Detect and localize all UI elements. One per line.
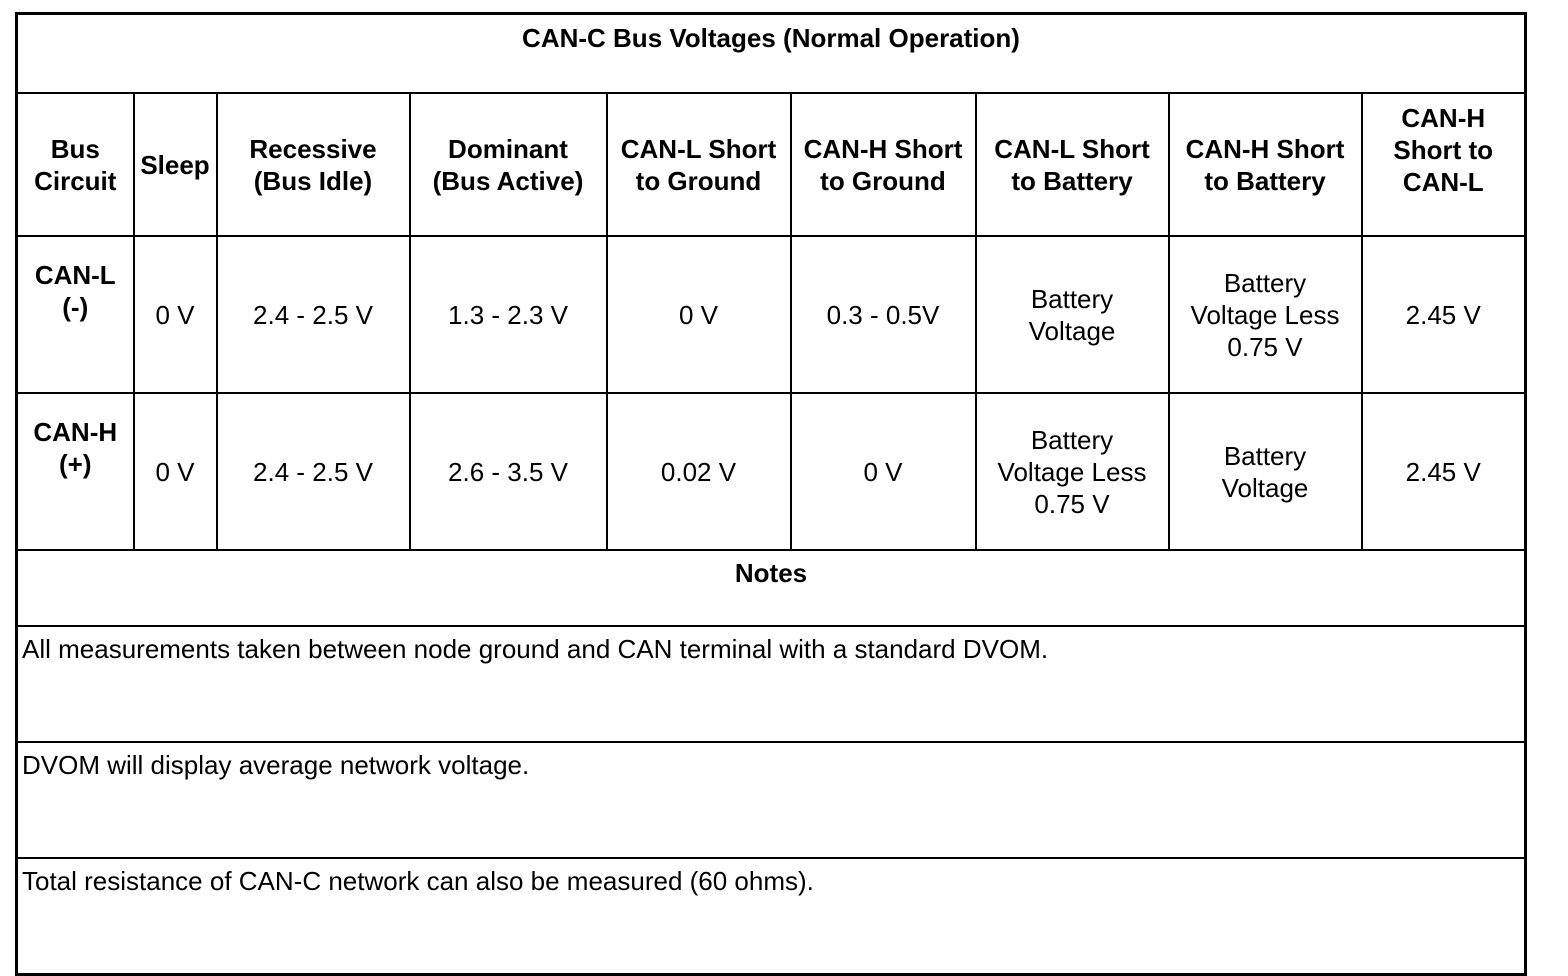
row-label-can-h: CAN-H (+): [17, 393, 134, 550]
cell-can-h-sleep: 0 V: [134, 393, 217, 550]
cell-can-l-l-short-ground: 0 V: [607, 236, 791, 393]
note-row: [17, 626, 1526, 742]
header-sleep: Sleep: [134, 93, 217, 236]
note-row: [17, 742, 1526, 858]
cell-can-l-h-short-ground: 0.3 - 0.5V: [791, 236, 976, 393]
note-text: All measurements taken between node ground and CAN terminal with a standard DVOM.: [17, 626, 1526, 742]
header-recessive: Recessive (Bus Idle): [217, 93, 410, 236]
cell-can-l-l-short-battery: Battery Voltage: [976, 236, 1169, 393]
header-can-h-short-battery: CAN-H Short to Battery: [1169, 93, 1362, 236]
header-can-l-short-battery: CAN-L Short to Battery: [976, 93, 1169, 236]
header-can-h-short-ground: CAN-H Short to Ground: [791, 93, 976, 236]
table-title: CAN-C Bus Voltages (Normal Operation): [17, 14, 1526, 94]
header-can-h-short-can-l: CAN-H Short to CAN-L: [1362, 93, 1526, 236]
note-text: Total resistance of CAN-C network can also be measured (60 ohms).: [17, 858, 1526, 975]
cell-can-h-l-short-battery: Battery Voltage Less 0.75 V: [976, 393, 1169, 550]
notes-title: Notes: [17, 550, 1526, 626]
table-row-can-h: [17, 393, 1526, 550]
cell-can-l-dominant: 1.3 - 2.3 V: [410, 236, 607, 393]
row-label-can-l: CAN-L (-): [17, 236, 134, 393]
cell-can-l-recessive: 2.4 - 2.5 V: [217, 236, 410, 393]
header-dominant: Dominant (Bus Active): [410, 93, 607, 236]
table-title-row: [17, 14, 1526, 94]
cell-can-h-l-short-ground: 0.02 V: [607, 393, 791, 550]
cell-can-h-h-short-l: 2.45 V: [1362, 393, 1526, 550]
note-row: [17, 858, 1526, 975]
notes-title-row: [17, 550, 1526, 626]
cell-can-l-sleep: 0 V: [134, 236, 217, 393]
header-bus-circuit: Bus Circuit: [17, 93, 134, 236]
cell-can-l-h-short-l: 2.45 V: [1362, 236, 1526, 393]
note-text: DVOM will display average network voltage.: [17, 742, 1526, 858]
column-header-row: [17, 93, 1526, 236]
table-row-can-l: [17, 236, 1526, 393]
can-c-voltage-table: [15, 12, 1527, 976]
cell-can-h-recessive: 2.4 - 2.5 V: [217, 393, 410, 550]
cell-can-h-h-short-battery: Battery Voltage: [1169, 393, 1362, 550]
header-can-l-short-ground: CAN-L Short to Ground: [607, 93, 791, 236]
cell-can-h-dominant: 2.6 - 3.5 V: [410, 393, 607, 550]
cell-can-l-h-short-battery: Battery Voltage Less 0.75 V: [1169, 236, 1362, 393]
cell-can-h-h-short-ground: 0 V: [791, 393, 976, 550]
